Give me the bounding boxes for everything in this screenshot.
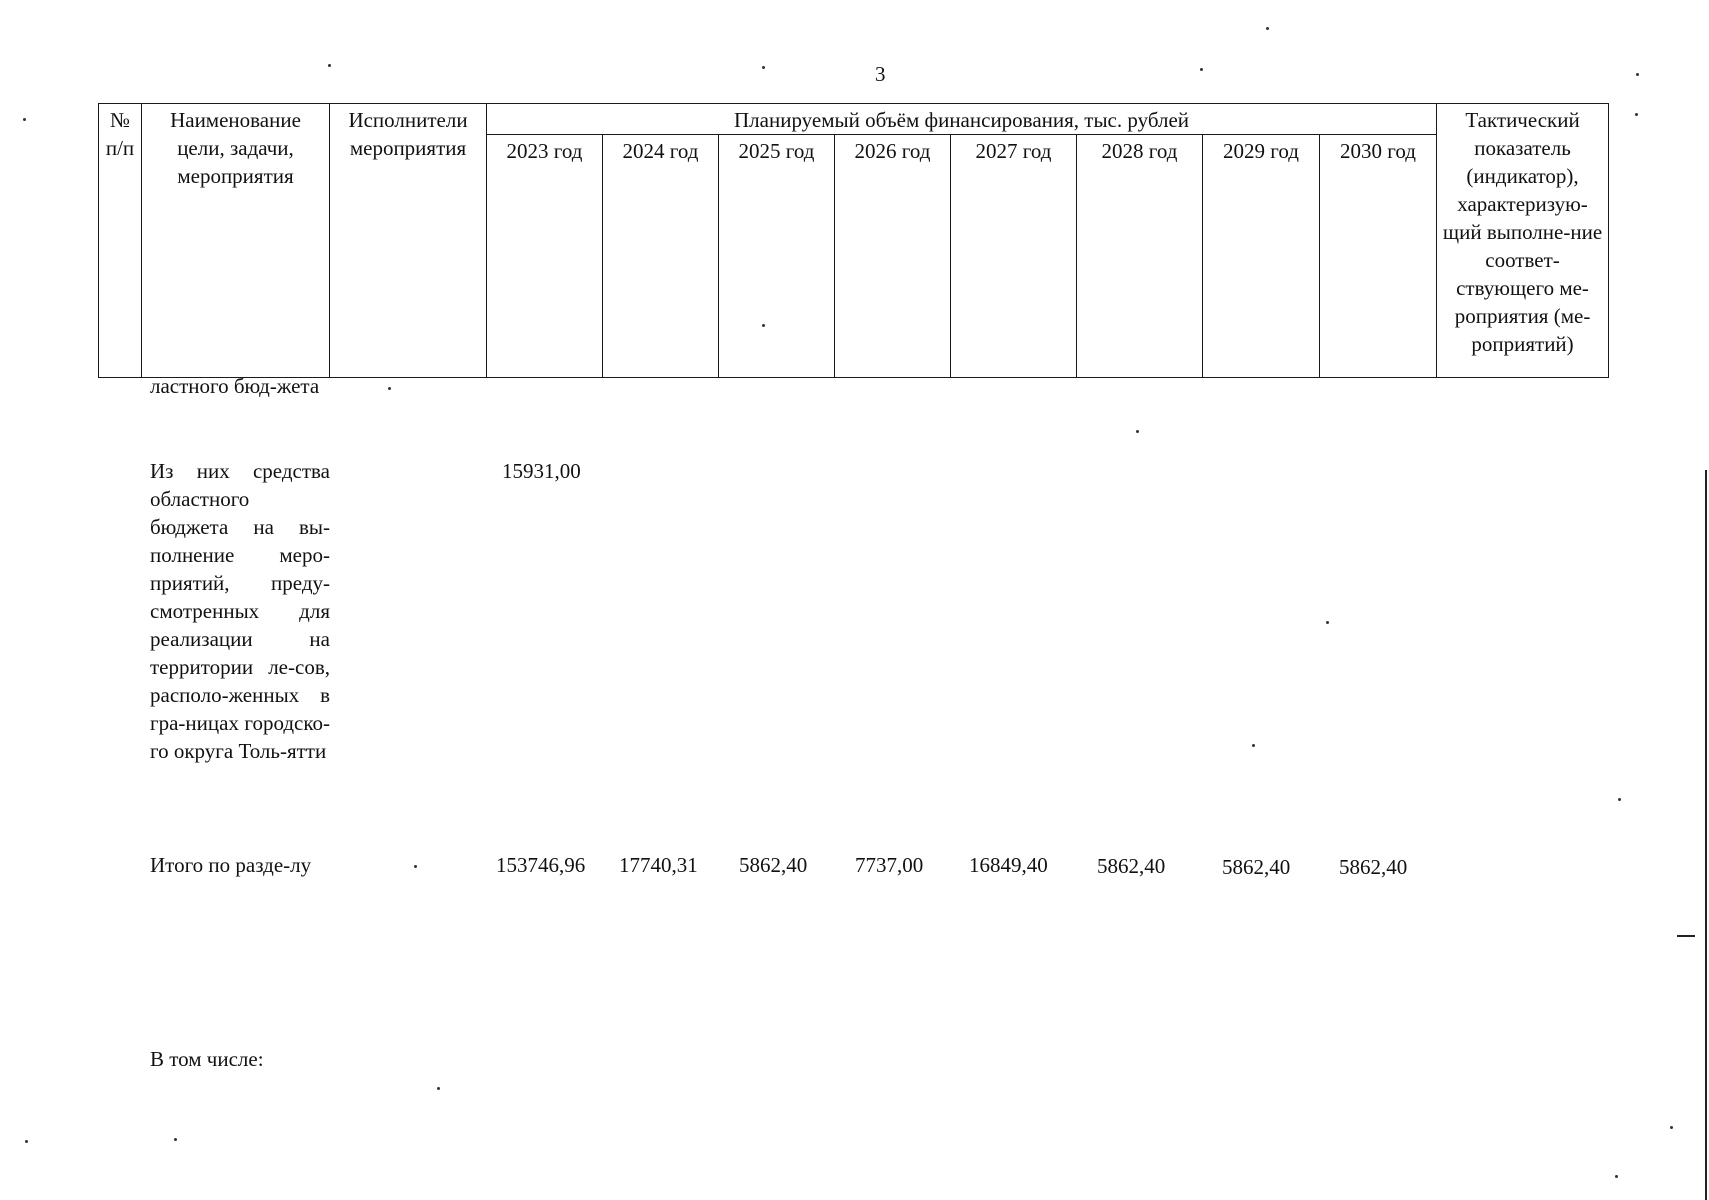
scan-edge-dash xyxy=(1677,935,1695,937)
scan-speck xyxy=(1618,798,1621,801)
header-year-2024: 2024 год xyxy=(603,135,719,378)
header-year-2027: 2027 год xyxy=(951,135,1077,378)
total-value-2030: 5862,40 xyxy=(1339,855,1408,879)
scan-speck xyxy=(437,1087,440,1090)
total-value-2027: 16849,40 xyxy=(969,853,1048,877)
financing-table-header xyxy=(98,103,1609,378)
scan-speck xyxy=(1266,27,1269,30)
total-value-2023: 153746,96 xyxy=(496,853,586,877)
scan-speck xyxy=(23,118,26,121)
scan-speck xyxy=(1200,68,1203,71)
header-year-2028: 2028 год xyxy=(1077,135,1203,378)
scan-speck xyxy=(1615,1175,1618,1178)
header-year-2025: 2025 год xyxy=(719,135,835,378)
scan-speck xyxy=(1326,621,1329,624)
scan-speck xyxy=(1635,113,1638,116)
total-value-2025: 5862,40 xyxy=(739,853,808,877)
header-year-2029: 2029 год xyxy=(1203,135,1320,378)
header-executors: Исполнители мероприятия xyxy=(330,104,487,378)
header-num: № п/п xyxy=(99,104,142,378)
scan-edge-line xyxy=(1705,470,1707,1200)
header-year-2030: 2030 год xyxy=(1320,135,1437,378)
scan-speck xyxy=(1636,73,1639,76)
scan-speck xyxy=(1252,744,1255,747)
scan-speck xyxy=(414,865,417,868)
total-value-2029: 5862,40 xyxy=(1222,855,1291,879)
scan-speck xyxy=(174,1138,177,1141)
scan-speck xyxy=(762,324,765,327)
scan-speck xyxy=(25,1140,28,1143)
carry-over-text: ластного бюд-жета xyxy=(150,374,320,398)
scan-speck xyxy=(328,64,331,67)
header-financing-title: Планируемый объём финансирования, тыс. рублей xyxy=(487,104,1437,135)
header-year-2023: 2023 год xyxy=(487,135,603,378)
total-value-2024: 17740,31 xyxy=(619,853,698,877)
header-year-2026: 2026 год xyxy=(835,135,951,378)
scan-speck xyxy=(1670,1126,1673,1129)
scan-speck xyxy=(388,387,391,390)
total-value-2026: 7737,00 xyxy=(855,853,924,877)
scan-speck xyxy=(1136,430,1139,433)
scan-speck xyxy=(762,66,765,69)
regional-funds-label: Из них средства областного бюджета на вы-полнение меро-приятий, преду-смотренных для реализации на территории ле-сов, располо-женных в гра-ницах городско-го округа Толь-ятти xyxy=(150,459,330,763)
total-label: Итого по разде-лу xyxy=(150,853,312,877)
regional-funds-value-2023: 15931,00 xyxy=(502,459,581,483)
page-number: 3 xyxy=(875,62,886,86)
including-text: В том числе: xyxy=(150,1047,264,1071)
header-indicator: Тактический показатель (индикатор), характеризую-щий выполне-ние соответ-ствующего ме-роприятия (ме-роприятий) xyxy=(1437,104,1609,378)
total-value-2028: 5862,40 xyxy=(1097,854,1166,878)
header-name: Наименование цели, задачи, мероприятия xyxy=(142,104,330,378)
